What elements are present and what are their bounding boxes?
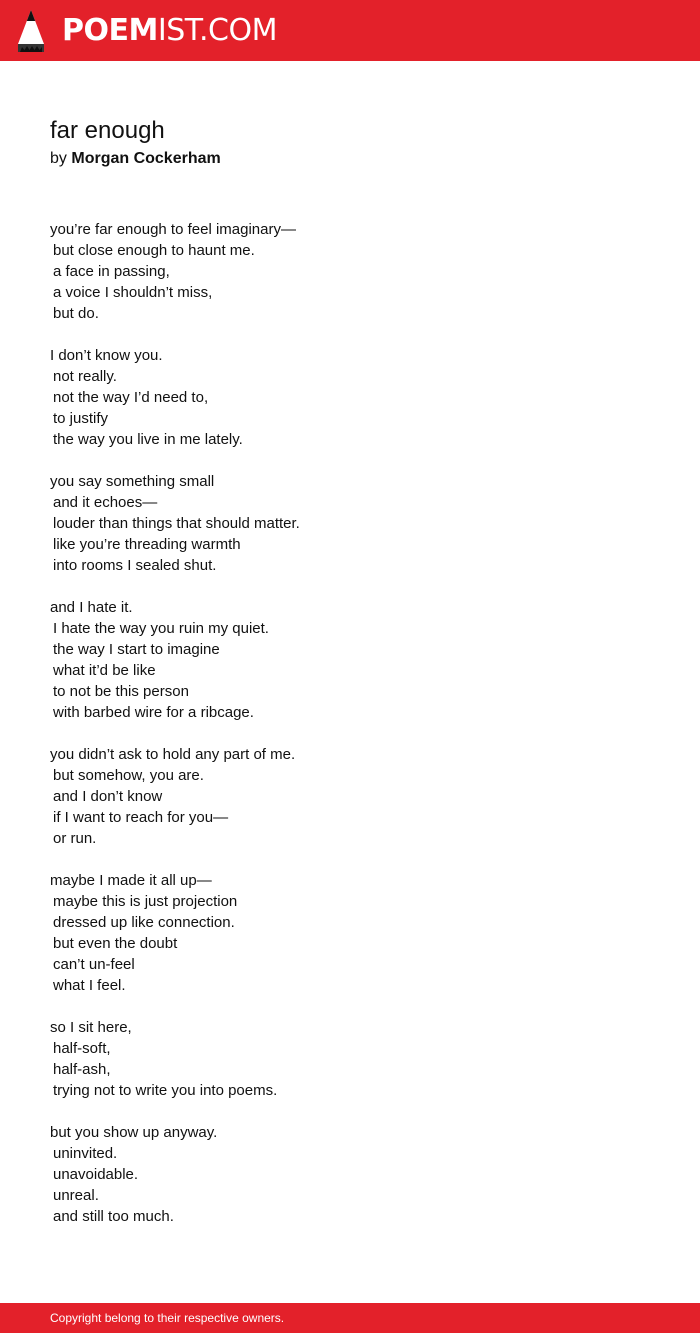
- poem-line: a voice I shouldn’t miss,: [53, 284, 213, 301]
- poem-line: the way I start to imagine: [53, 641, 220, 658]
- poem-line: what it’d be like: [53, 662, 156, 679]
- stanza-break: [50, 849, 650, 870]
- poem-line: uninvited.: [53, 1145, 118, 1162]
- poem-line: you say something small: [50, 473, 215, 490]
- poem-line: into rooms I sealed shut.: [53, 557, 217, 574]
- pencil-tip-icon: [18, 10, 44, 52]
- poem-line: unavoidable.: [53, 1166, 139, 1183]
- stanza-break: [50, 723, 650, 744]
- poem-line: with barbed wire for a ribcage.: [53, 704, 254, 721]
- poem-line: half-soft,: [53, 1040, 111, 1057]
- poem-line: but do.: [53, 305, 99, 322]
- stanza-break: [50, 324, 650, 345]
- poem-line: louder than things that should matter.: [53, 515, 300, 532]
- site-header: [0, 0, 700, 61]
- poem-line: and it echoes—: [53, 494, 158, 511]
- byline-prefix: by: [50, 150, 67, 167]
- poem-line: if I want to reach for you—: [53, 809, 229, 826]
- poem-line: the way you live in me lately.: [53, 431, 243, 448]
- poem-line: not really.: [53, 368, 117, 385]
- poem-line: I don’t know you.: [50, 347, 163, 364]
- logo-light-text: IST.COM: [157, 13, 277, 48]
- poem-line: to justify: [53, 410, 109, 427]
- poem-line: so I sit here,: [50, 1019, 132, 1036]
- poem-line: but you show up anyway.: [50, 1124, 218, 1141]
- poem-line: I hate the way you ruin my quiet.: [53, 620, 269, 637]
- poem-line: but somehow, you are.: [53, 767, 204, 784]
- poem-author[interactable]: Morgan Cockerham: [71, 150, 221, 167]
- copyright-notice: Copyright belong to their respective owners.: [50, 1311, 285, 1325]
- poem-line: and I hate it.: [50, 599, 133, 616]
- poem-line: but even the doubt: [53, 935, 178, 952]
- poem-line: maybe this is just projection: [53, 893, 238, 910]
- poem-line: can’t un-feel: [53, 956, 135, 973]
- poem-line: or run.: [53, 830, 97, 847]
- poem-line: maybe I made it all up—: [50, 872, 212, 889]
- logo-bold-text: POEM: [62, 13, 158, 48]
- poem-line: but close enough to haunt me.: [53, 242, 255, 259]
- poem-byline: [50, 149, 221, 169]
- poem-line: and still too much.: [53, 1208, 174, 1225]
- poem-line: and I don’t know: [53, 788, 163, 805]
- site-footer: [0, 1303, 700, 1333]
- poem-line: you didn’t ask to hold any part of me.: [50, 746, 296, 763]
- poem-body: [50, 219, 650, 1227]
- stanza-break: [50, 1101, 650, 1122]
- poem-line: not the way I’d need to,: [53, 389, 209, 406]
- poem-line: unreal.: [53, 1187, 99, 1204]
- poem-line: like you’re threading warmth: [53, 536, 241, 553]
- poem-line: half-ash,: [53, 1061, 111, 1078]
- stanza-break: [50, 996, 650, 1017]
- poem-line: a face in passing,: [53, 263, 170, 280]
- stanza-break: [50, 576, 650, 597]
- poem-title: far enough: [50, 117, 165, 144]
- site-logo-link[interactable]: [18, 10, 277, 52]
- poem-line: trying not to write you into poems.: [53, 1082, 278, 1099]
- stanza-break: [50, 450, 650, 471]
- poem-line: dressed up like connection.: [53, 914, 235, 931]
- poem-line: what I feel.: [53, 977, 126, 994]
- poem-line: to not be this person: [53, 683, 189, 700]
- site-logo-text: [62, 13, 277, 48]
- poem-line: you’re far enough to feel imaginary—: [50, 221, 296, 238]
